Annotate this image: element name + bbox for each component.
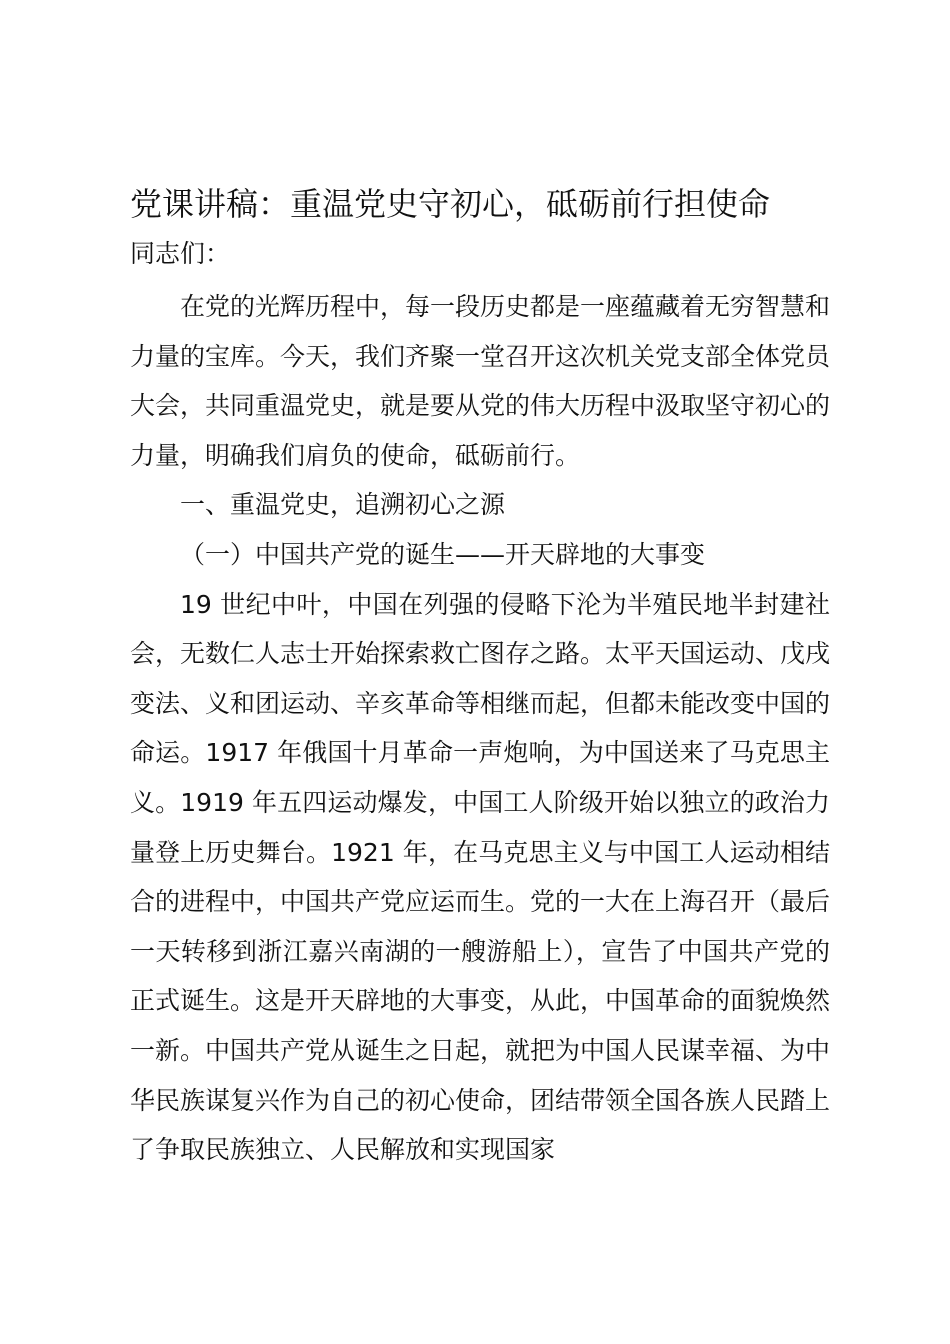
intro-paragraph: 在党的光辉历程中，每一段历史都是一座蕴藏着无穷智慧和力量的宝库。今天，我们齐聚一堂召开这次机关党支部全体党员大会，共同重温党史，就是要从党的伟大历程中汲取坚守初心的力量，明确我们肩负的使命，砥砺前行。 (130, 292, 831, 470)
subsection-heading: （一）中国共产党的诞生——开天辟地的大事变 (180, 539, 706, 569)
document-title: 党课讲稿：重温党史守初心，砥砺前行担使命 (130, 185, 771, 223)
section-heading: 一、重温党史，追溯初心之源 (180, 490, 506, 520)
salutation: 同志们： (130, 239, 231, 268)
document-page (130, 182, 830, 1175)
body-paragraph: 19 世纪中叶，中国在列强的侵略下沦为半殖民地半封建社会，无数仁人志士开始探索救亡图存之路。太平天国运动、戊戌变法、义和团运动、辛亥革命等相继而起，但都未能改变中国的命运。1917 年俄国十月革命一声炮响，为中国送来了马克思主义。1919 年五四运动爆发，中国工人阶级开始以独立的政治力量登上历史舞台。1921 年，在马克思主义与中国工人运动相结合的进程中，中国共产党应运而生。党的一大在上海召开（最后一天转移到浙江嘉兴南湖的一艘游船上），宣告了中国共产党的正式诞生。这是开天辟地的大事变，从此，中国革命的面貌焕然一新。中国共产党从诞生之日起，就把为中国人民谋幸福、为中华民族谋复兴作为自己的初心使命，团结带领全国各族人民踏上了争取民族独立、人民解放和实现国家 (130, 589, 831, 1165)
